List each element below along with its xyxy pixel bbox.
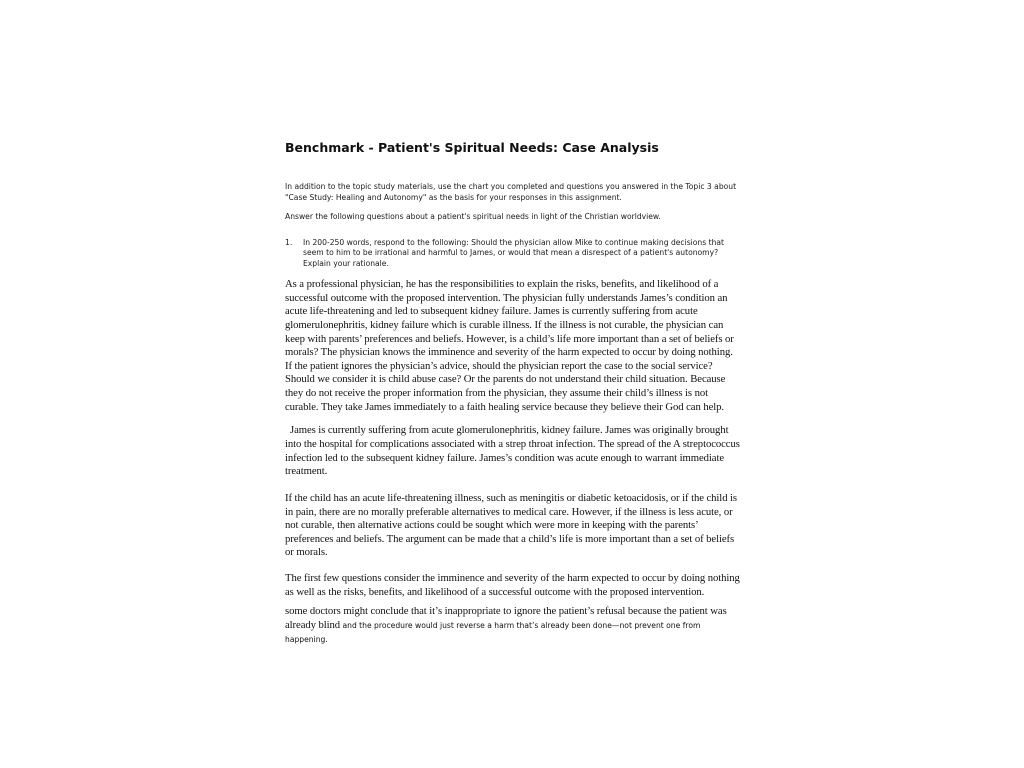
- answer-paragraph-4: The first few questions consider the imminence and severity of the harm expected to occur by doing nothing as well as the risks, benefits, and likelihood of a successful outcome with the proposed intervention.: [285, 572, 740, 598]
- document-content: [285, 140, 741, 646]
- question-text: In 200-250 words, respond to the following: Should the physician allow Mike to continue making decisions that seem to him to be irrational and harmful to James, or would that mean a disrespect of a patient's autonomy? Explain your rationale.: [303, 237, 725, 269]
- answer-paragraph-5-serif: some doctors might conclude that it’s inappropriate to ignore the patient’s refusal because the patient was already blind: [285, 605, 727, 632]
- document-title: Benchmark - Patient's Spiritual Needs: Case Analysis: [285, 140, 659, 155]
- answer-paragraph-3: If the child has an acute life-threatening illness, such as meningitis or diabetic ketoacidosis, or if the child is in pain, there are no morally preferable alternatives to medical care. However, if the illness is less acute, or not curable, then alternative actions could be sought which were more in keeping with the parents’ preferences and beliefs. The argument can be made that a child’s life is more important than a set of beliefs or morals.: [285, 491, 738, 559]
- instructions-paragraph: Answer the following questions about a patient's spiritual needs in light of the Christian worldview.: [285, 211, 661, 221]
- answer-paragraph-5-sans: and the procedure would just reverse a harm that’s already been done—not prevent one from happening.: [285, 621, 701, 644]
- answer-paragraph-5: [285, 605, 741, 646]
- question-item: [285, 238, 741, 270]
- intro-paragraph: In addition to the topic study materials, use the chart you completed and questions you answered in the Topic 3 about "Case Study: Healing and Autonomy" as the basis for your responses in this assignment.: [285, 182, 737, 203]
- answer-paragraph-1: As a professional physician, he has the responsibilities to explain the risks, benefits, and likelihood of a successful outcome with the proposed intervention. The physician fully understands James’s condition an acute life-threatening and led to subsequent kidney failure. James is currently suffering from acute glomerulonephritis, kidney failure which is curable illness. If the illness is not curable, the physician can keep with parents’ preferences and beliefs. However, is a child’s life more important than a set of beliefs or morals? The physician knows the imminence and severity of the harm expected to occur by doing nothing. If the patient ignores the physician’s advice, should the physician report the case to the social service? Should we consider it is child abuse case? Or the parents do not understand their child situation. Because they do not receive the proper information from the physician, they assume their child’s illness is not curable. They take James immediately to a faith healing service because they believe their God can help.: [285, 277, 734, 413]
- question-number: 1.: [285, 237, 293, 247]
- answer-paragraph-2: James is currently suffering from acute glomerulonephritis, kidney failure. James was originally brought into the hospital for complications associated with a strep throat infection. The spread of the A streptococcus infection led to the subsequent kidney failure. James’s condition was acute enough to warrant immediate treatment.: [285, 424, 740, 478]
